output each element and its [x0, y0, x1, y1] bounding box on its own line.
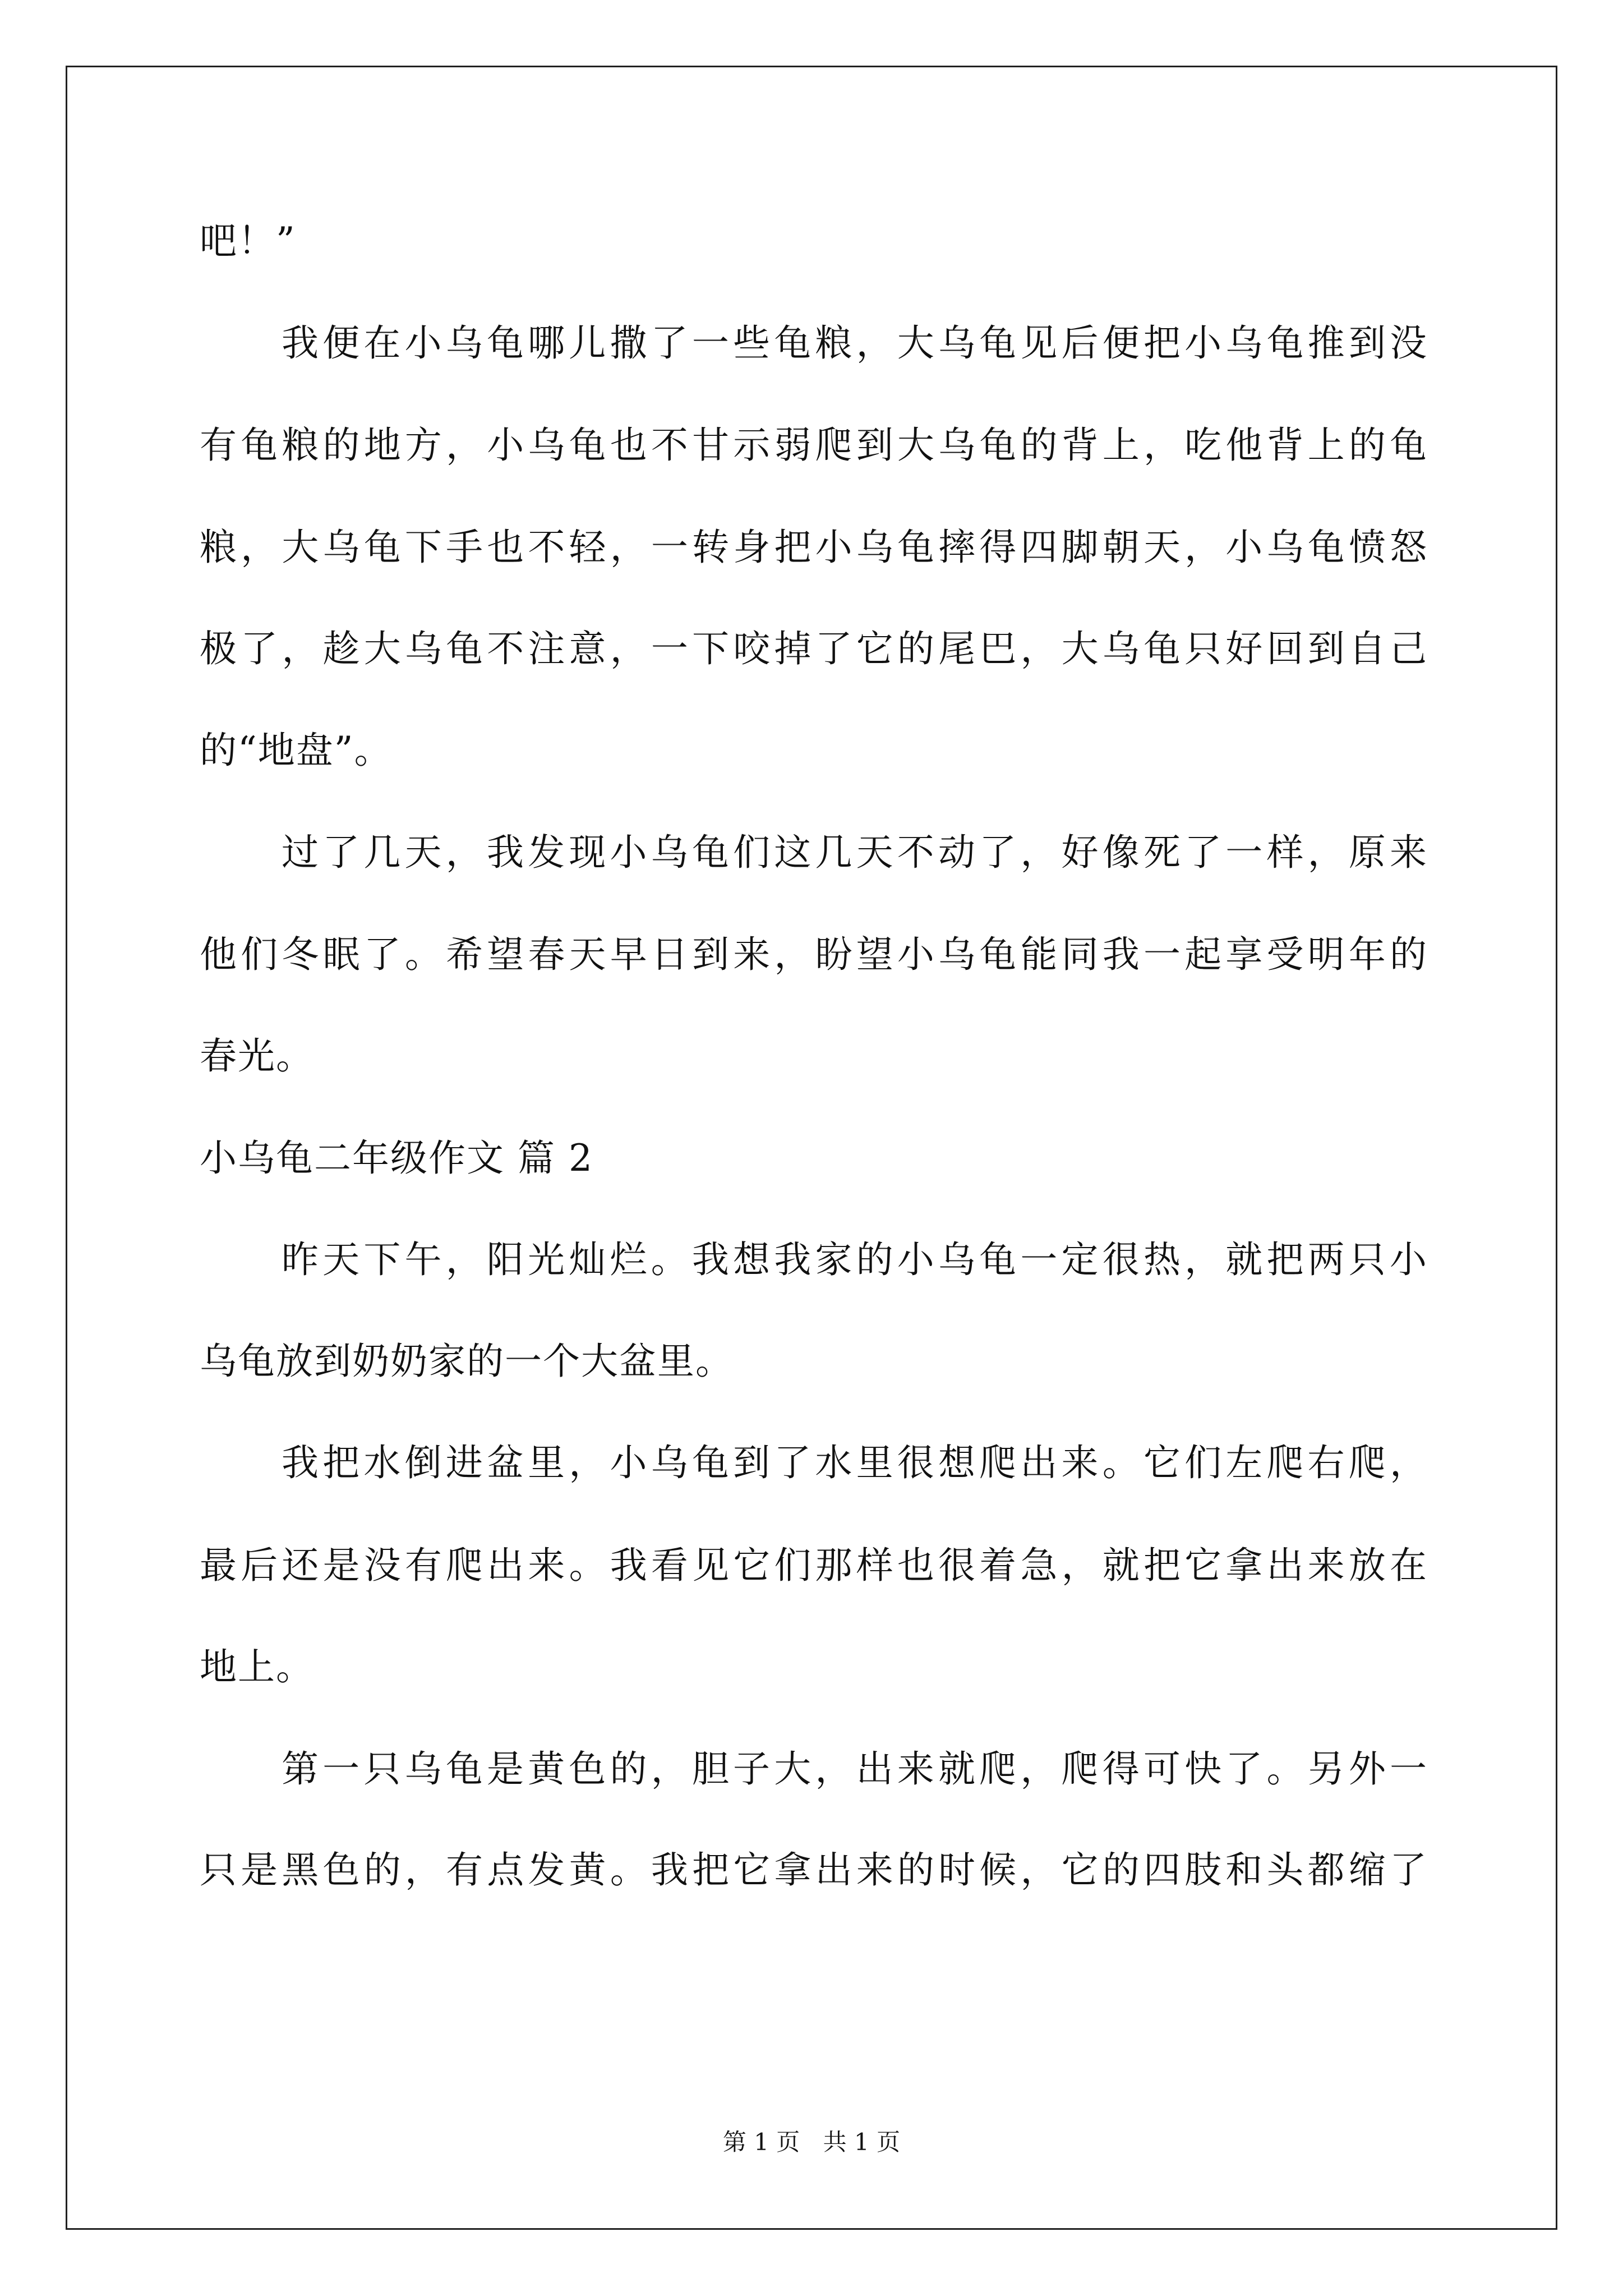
text-line: 吧！”: [200, 219, 296, 263]
text-line: 地上。: [200, 1645, 314, 1688]
page-footer: [0, 2128, 1623, 2156]
text-line: 第一只乌龟是黄色的，胆子大，出来就爬，爬得可快了。另外一: [282, 1747, 1428, 1791]
page-number: 第 1 页: [722, 2128, 800, 2156]
text-line: 最后还是没有爬出来。我看见它们那样也很着急，就把它拿出来放在: [200, 1544, 1428, 1587]
text-line: 昨天下午，阳光灿烂。我想我家的小乌龟一定很热，就把两只小: [282, 1238, 1428, 1281]
text-line: 我便在小乌龟哪儿撒了一些龟粮，大乌龟见后便把小乌龟推到没: [282, 321, 1428, 365]
page-total: 共 1 页: [823, 2128, 901, 2156]
text-line: 春光。: [200, 1034, 314, 1078]
text-line: 乌龟放到奶奶家的一个大盆里。: [200, 1340, 734, 1383]
text-line: 我把水倒进盆里，小乌龟到了水里很想爬出来。它们左爬右爬，: [282, 1441, 1428, 1484]
text-line: 他们冬眠了。希望春天早日到来，盼望小乌龟能同我一起享受明年的: [200, 933, 1428, 976]
text-line: 粮，大乌龟下手也不轻，一转身把小乌龟摔得四脚朝天，小乌龟愤怒: [200, 526, 1428, 569]
text-line: 过了几天，我发现小乌龟们这几天不动了，好像死了一样，原来: [282, 831, 1428, 874]
text-line: 有龟粮的地方，小乌龟也不甘示弱爬到大乌龟的背上，吃他背上的龟: [200, 424, 1428, 467]
section-heading: 小乌龟二年级作文 篇 2: [200, 1137, 593, 1180]
text-line: 的“地盘”。: [200, 729, 393, 772]
text-line: 极了，趁大乌龟不注意，一下咬掉了它的尾巴，大乌龟只好回到自己: [200, 627, 1428, 670]
text-line: 只是黑色的，有点发黄。我把它拿出来的时候，它的四肢和头都缩了: [200, 1848, 1428, 1892]
